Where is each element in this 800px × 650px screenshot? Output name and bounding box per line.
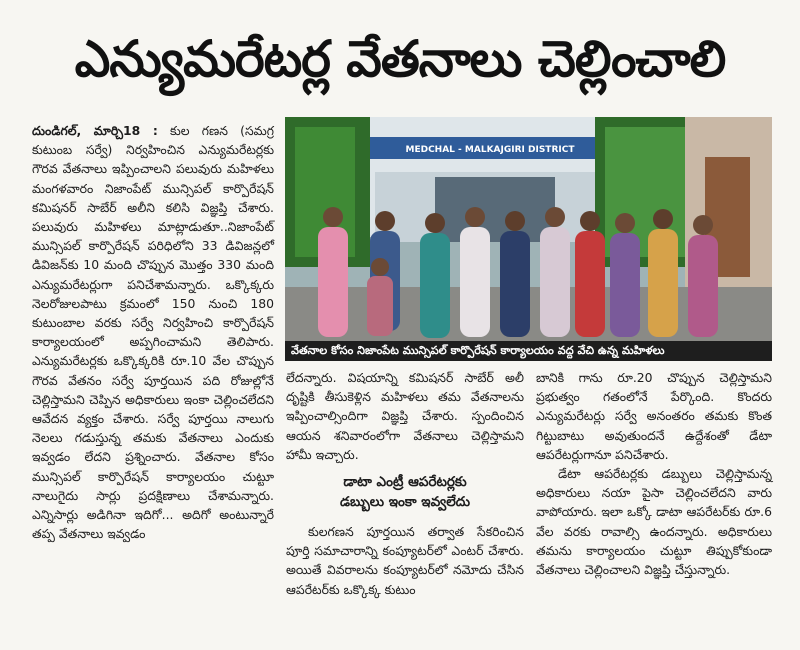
article-column-3 [536,368,772,579]
news-photo [285,117,772,341]
article-column-2 [286,368,524,599]
paragraph: కులగణన పూర్తయిన తర్వాత సేకరించిన పూర్తి సమాచారాన్ని కంప్యూటర్‌లో ఎంటర్ చేశారు. అయితే వివరాలను కంప్యూటర్‌లో నమోదు చేసిన ఆపరేటర్‌కు ఒక్కొక్క కుటుం [286,524,524,597]
group-of-women [318,207,718,338]
subheading-line-2: డబ్బులు ఇంకా ఇవ్వలేదు [340,494,470,511]
paragraph [32,121,274,543]
paragraph: బానికి గాను రూ.20 చొప్పున చెల్లిస్తామని ప్రభుత్వం గతంలోనే పేర్కొంది. కొందరు ఎన్యుమరేటర్లు సర్వే అనంతరం తమకు కొంత గిట్టుబాటు అవుతుందనే ఉద్దేశంతో డేటా ఆపరేటర్లుగానూ పనిచేశారు. [536,370,772,462]
article-column-1 [32,121,274,543]
subheading-line-1: డాటా ఎంట్రీ ఆపరేటర్లకు [343,474,467,491]
headline: ఎన్యుమరేటర్ల వేతనాలు చెల్లించాలి [74,30,726,88]
dateline: దుండిగల్, మార్చి18 : [32,123,158,138]
photo-caption: వేతనాల కోసం నిజాంపేట మున్సిపల్ కార్పొరేషన్ కార్యాలయం వద్ద వేచి ఉన్న మహిళలు [285,341,772,361]
paragraph: లేదన్నారు. విషయాన్ని కమిషనర్ సాబేర్ అలీ దృష్టికి తీసుకెళ్లిన మహిళలు తమ వేతనాలను ఇప్పించాల్సిందిగా విజ్ఞప్తి చేశారు. స్పందించిన ఆయన శనివారంలోగా వేతనాలు చెల్లిస్తామని హామీ ఇచ్చారు. [286,370,524,462]
subheading [286,472,524,512]
photo-illustration [285,117,772,341]
building-sign-text: MEDCHAL - MALKAJGIRI DISTRICT [405,145,575,155]
body-text: కుల గణన (సమగ్ర కుటుంబ సర్వే) నిర్వహించిన ఎన్యుమరేటర్లకు గౌరవ వేతనాలు ఇప్పించాలని పలువురు మహిళలు మంగళవారం నిజాంపేట్ మున్సిపల్ కార్పొరేషన్ కమిషనర్ సాబేర్ అలీని కలిసి విజ్ఞప్తి చేశారు. పలువురు మహిళలు మాట్లాడుతూ..నిజాంపేట్ మున్సిపల్ కార్పొరేషన్ పరిధిలోని 33 డివిజన్లలో డివిజన్‌కు 10 మంది చొప్పున మొత్తం 330 మంది ఎన్యుమరేటర్లుగా పనిచేశామన్నారు. ఒక్కొక్కరు నెలరోజులపాటు క్రమంలో 150 నుంచి 180 కుటుంబాల వరకు సర్వే నిర్వహించి కార్పొరేషన్ కార్యాలయంలో అప్పగించామని తెలిపారు. ఎన్యుమరేటర్లకు ఒక్కొక్కరికి రూ.10 వేల చొప్పున గౌరవ వేతనం సర్వే పూర్తయిన పది రోజుల్లోనే చెల్లిస్తామని చెప్పిన అధికారులు ఇంకా చెల్లించలేదని ఆవేదన వ్యక్తం చేశారు. సర్వే పూర్తయి నాలుగు నెలలు గడుస్తున్న తమకు వేతనాలు ఎందుకు ఇవ్వడం లేదని ప్రశ్నించారు. వేతనాల కోసం మున్సిపల్ కార్పొరేషన్ కార్యాలయం చుట్టూ నాలుగైదు సార్లు ప్రదక్షిణాలు చేశామన్నారు. ఎన్నిసార్లు అడిగినా ఇదిగో... అదిగో అంటున్నారే తప్ప వేతనాలు ఇవ్వడం [32,123,274,542]
paragraph: డేటా ఆపరేటర్లకు డబ్బులు చెల్లిస్తామన్న అధికారులు నయా పైసా చెల్లించలేదని వారు వాపోయారు. ఇలా ఒక్కో డాటా ఆపరేటర్‌కు రూ.6 వేల వరకు రావాల్సి ఉందన్నారు. అధికారులు తమను కార్యాలయం చుట్టూ తిప్పుకోకుండా వేతనాలు చెల్లించాలని విజ్ఞప్తి చేస్తున్నారు. [536,466,772,578]
